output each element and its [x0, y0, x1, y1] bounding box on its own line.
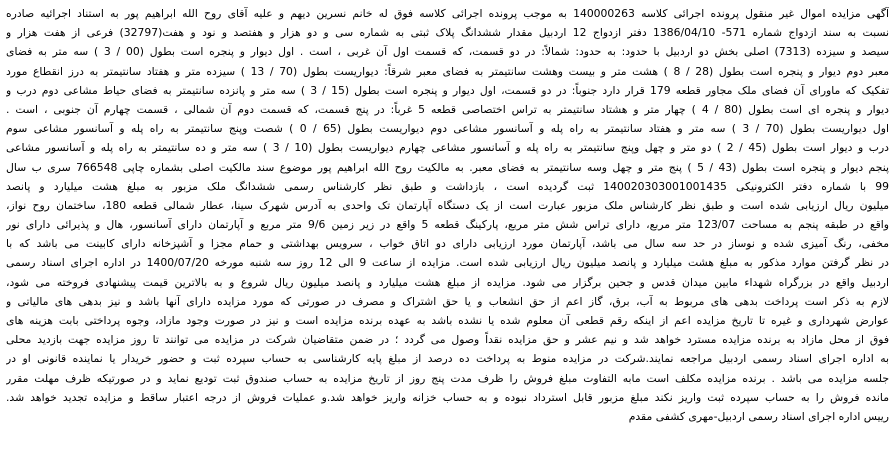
notice-line: معبر دوم دیوار و پنجره است بطول (28 / 8 ) هشت متر و بیست وهشت سانتیمتر به فضای معبر شرقاً: دیواریست بطول (70 / 13 ) سیزده متر و هفتاد سانتیمتر به درز انقطاع مورد — [6, 64, 889, 78]
notice-line: به اداره اجرای اسناد رسمی اردبیل مراجعه نمایند.شرکت در مزایده منوط به پرداخت ده درصد از مبلغ پایه کارشناسی به حساب سپرده ثبت و حضور خریدار یا نماینده قانونی او در — [6, 352, 889, 366]
notice-line: عوارض شهرداری و غیره تا تاریخ مزایده اعم از اینکه رقم قطعی آن معلوم شده یا نشده باشد به عهده برنده مزایده است و نیز در صورت وجود مازاد، وجوه پرداختی بابت هزینه های — [6, 314, 889, 327]
notice-line: مخفی، رنگ آمیزی شده و نوساز در حد سه سال می باشد، آپارتمان مورد ارزیابی دارای دو اتاق خواب ، سرویس بهداشتی و حمام مجزا و آشپزخانه دارای کابینت می باشد که با — [6, 237, 889, 251]
notice-line: آگهی مزایده اموال غیر منقول پرونده اجرائی کلاسه 140000263 به موجب پرونده اجرائی کلاسه فوق له خانم نسرین دیهم و علیه آقای روح الله ابراهیم پور به استناد اجرائیه صادره — [6, 7, 889, 20]
notice-line: تفکیک که ماورای آن فضای ملک مجاور قطعه 179 قرار دارد جنوباً: در دو قسمت، اول دیوار و پنجره است بطول (15 / 3 ) سه متر و پانزده سانتیمتر به فضای حیاط مشاعی دوم درب و — [6, 83, 889, 97]
notice-signature: رییس اداره اجرای اسناد رسمی اردبیل-مهری کشفی مقدم — [628, 409, 889, 423]
notice-line: مانده فروش را به حساب سپرده ثبت واریز نکند مبلغ مزبور قابل استرداد نبوده و به حساب خزانه واریز خواهد شد.و عملیات فروش از درجه اعتبار ساقط و مزایده تجدید خواهد شد. — [6, 390, 889, 404]
notice-line: سیصد و سیزده (7313) اصلی بخش دو اردبیل با حدود: به حدود: شمالاً: در دو قسمت، که قسمت اول آن غربی ، است . اول دیوار و پنجره است بطول (00 / 3 ) سه متر به فضای — [6, 45, 889, 59]
notice-line: نسبت به سند ازدواج شماره 571- 1386/04/10 دفتر ازدواج 12 اردبیل مقدار ششدانگ پلاک ثبتی به شماره سی و دو هزار و هفتصد و نود و هفت(32797) فرعی از هفت هزار و — [6, 26, 889, 40]
notice-line: فوق از محل مازاد به برنده مزایده مسترد خواهد شد و نیم عشر و حق مزایده نقداً وصول می گردد ؛ در ضمن متقاضیان شرکت در مزایده می توانند تا روز مزایده جهت بازدید محلی — [6, 333, 889, 347]
notice-line: لازم به ذکر است پرداخت بدهی های مربوط به آب، برق، گاز اعم از حق انشعاب و یا حق اشتراک و مصرف در صورتی که مورد مزایده دارای آنها باشد و نیز بدهی های مالیاتی و — [6, 294, 889, 308]
notice-line: درب و دیوار است بطول (45 / 2 ) دو متر و چهل وپنج سانتیمتر به راه پله و آسانسور مشاعی چهارم دیواریست بطول (10 / 3 ) سه متر و ده سانتیمتر به راه پله و آسانسور مشاعی — [6, 141, 889, 155]
notice-line: جلسه مزایده می باشد . برنده مزایده مکلف است مابه التفاوت مبلغ فروش را ظرف مدت پنج روز از تاریخ مزایده به حساب صندوق ثبت تودیع نماید و در صورتیکه ظرف مهلت مقرر — [6, 371, 889, 385]
notice-line: میلیون ریال ارزیابی شده است و طبق نظر کارشناس ملک مزبور عبارت است از یک دستگاه آپارتمان تک واحدی به آدرس شهرک سینا، عطار شمالی قطعه 180، ساختمان روح نواز، — [6, 198, 889, 212]
notice-line: در نظر گرفتن موارد مذکور به مبلغ هشت میلیارد و پانصد میلیون ریال ارزیابی شده است. مزایده از ساعت 9 الی 12 روز سه شنبه مورخه 1400/07/20 در اداره اجرای اسناد رسمی — [6, 256, 889, 270]
notice-line: دیوار و پنجره ای است بطول (80 / 4 ) چهار متر و هشتاد سانتیمتر به تراس اختصاصی قطعه 5 غرباً: در پنج قسمت، که قسمت دوم آن شمالی ، قسمت چهارم آن جنوبی ، است . — [6, 102, 889, 116]
notice-line: واقع در طبقه پنجم به مساحت 123/07 متر مربع، دارای تراس شش متر مربع، پارکینگ قطعه 5 واقع در زیر زمین 9/6 متر مربع و آپارتمان دارای آسانسور، هال و پذیرائی دارای نور — [6, 218, 889, 232]
notice-line: اردبیل واقع در بزرگراه شهداء مابین میدان قدس و جحین برگزار می شود. مزایده از مبلغ هشت میلیارد و پانصد میلیون ریال شروع و به بالاترین قیمت پیشنهادی فروخته می شود، — [6, 275, 889, 289]
notice-line: 99 با شماره دفتر الکترونیکی 140020303001001435 ثبت گردیده است ، بازداشت و طبق نظر کارشناس رسمی ششدانگ ملک مزبور به مبلغ هشت میلیارد و پانصد — [6, 179, 889, 193]
notice-line: اول دیواریست بطول (70 / 3 ) سه متر و هفتاد سانتیمتر به راه پله و آسانسور مشاعی دوم دیواریست بطول (65 / 0 ) شصت وپنج سانتیمتر به راه پله و آسانسور مشاعی سوم — [6, 122, 889, 136]
notice-line: پنجم دیوار و پنجره است بطول (43 / 5 ) پنج متر و چهل وسه سانتیمتر به فضای معبر. به مالکیت روح الله ابراهیم پور موضوع سند مالکیت اصلی بشماره چاپی 766548 سری ب سال — [6, 160, 889, 174]
